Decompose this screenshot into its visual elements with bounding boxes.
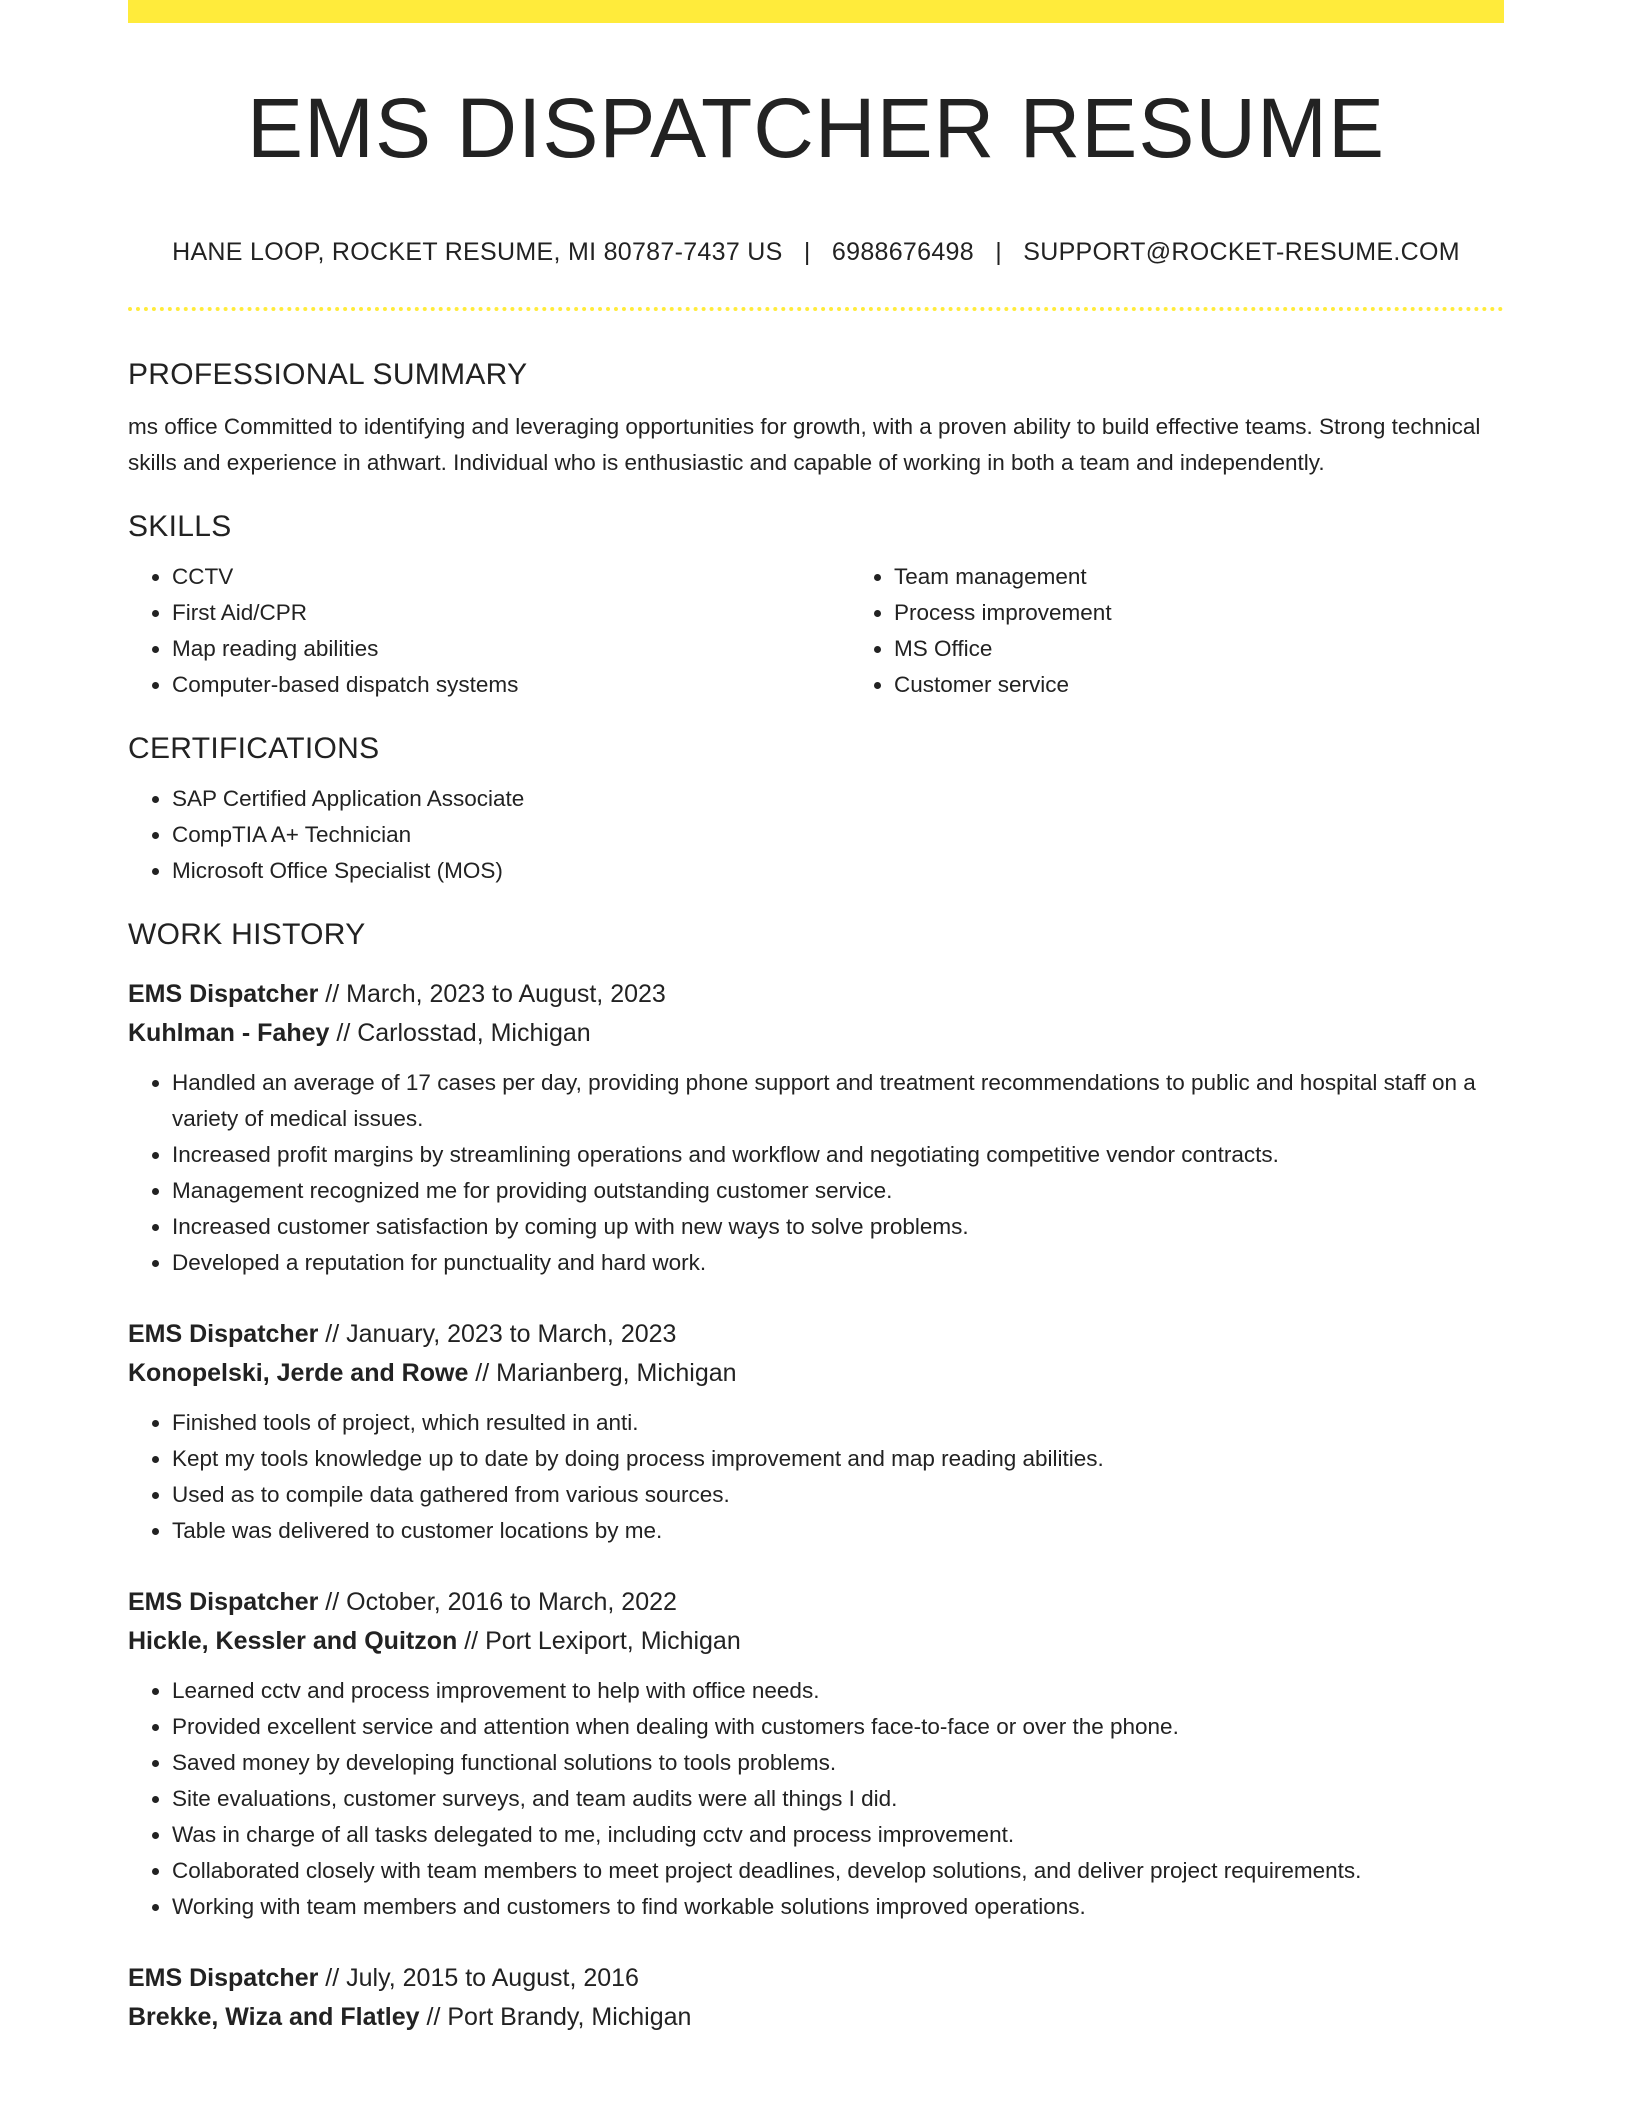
job-bullet: • Kept my tools knowledge up to date by doing process improvement and map reading abilities. (172, 1441, 1504, 1477)
skill-item: • Map reading abilities (172, 631, 850, 667)
job-title: EMS Dispatcher (128, 980, 319, 1008)
job-bullet: • Handled an average of 17 cases per day, providing phone support and treatment recommendations to public and hospital staff on a variety of medical issues. (172, 1065, 1504, 1137)
skill-item: • Computer-based dispatch systems (172, 667, 850, 703)
job-sep: // (318, 980, 347, 1008)
job-bullet: • Site evaluations, customer surveys, and team audits were all things I did. (172, 1781, 1504, 1817)
contact-separator: | (995, 238, 1002, 266)
job-sep: // (318, 1964, 347, 1992)
job-bullet: • Learned cctv and process improvement to help with office needs. (172, 1673, 1504, 1709)
skill-item: • MS Office (894, 631, 1572, 667)
job-bullet: • Table was delivered to customer locations by me. (172, 1513, 1504, 1549)
job-dates: July, 2015 to August, 2016 (346, 1964, 639, 1992)
job-location: Port Brandy, Michigan (447, 2003, 692, 2031)
skills-columns (128, 547, 1504, 703)
job-company: Konopelski, Jerde and Rowe (128, 1359, 469, 1387)
page-title: EMS DISPATCHER RESUME (246, 81, 1386, 175)
job-company-line (128, 1354, 1504, 1393)
contact-address: HANE LOOP, ROCKET RESUME, MI 80787-7437 US (172, 238, 783, 266)
job-bullet: • Increased customer satisfaction by coming up with new ways to solve problems. (172, 1209, 1504, 1245)
job-entry (128, 1959, 1504, 2037)
job-title: EMS Dispatcher (128, 1588, 319, 1616)
certifications-heading: CERTIFICATIONS (128, 732, 380, 765)
job-company-line (128, 1998, 1504, 2037)
skills-heading: SKILLS (128, 510, 232, 543)
job-bullet: • Increased profit margins by streamlining operations and workflow and negotiating competitive vendor contracts. (172, 1137, 1504, 1173)
job-title: EMS Dispatcher (128, 1964, 319, 1992)
skills-list-right (850, 559, 1572, 703)
certification-item: • SAP Certified Application Associate (172, 781, 1504, 817)
skill-item: • First Aid/CPR (172, 595, 850, 631)
contact-email: SUPPORT@ROCKET-RESUME.COM (1023, 238, 1460, 266)
job-bullet: • Management recognized me for providing outstanding customer service. (172, 1173, 1504, 1209)
job-dates: October, 2016 to March, 2022 (346, 1588, 677, 1616)
job-company: Kuhlman - Fahey (128, 1019, 330, 1047)
skill-item: • Process improvement (894, 595, 1572, 631)
job-title-line (128, 975, 1504, 1014)
job-bullet: • Used as to compile data gathered from various sources. (172, 1477, 1504, 1513)
work-history-section (128, 915, 1504, 2037)
job-sep: // (318, 1588, 347, 1616)
job-location: Carlosstad, Michigan (357, 1019, 591, 1047)
resume-body (128, 355, 1504, 2063)
job-sep: // (419, 2003, 448, 2031)
job-company-line (128, 1622, 1504, 1661)
job-dates: March, 2023 to August, 2023 (346, 980, 666, 1008)
contact-line (128, 238, 1504, 267)
top-accent-bar (128, 0, 1504, 23)
certification-item: • Microsoft Office Specialist (MOS) (172, 853, 1504, 889)
job-title: EMS Dispatcher (128, 1320, 319, 1348)
certifications-section (128, 729, 1504, 889)
work-history-heading: WORK HISTORY (128, 918, 366, 951)
summary-section (128, 355, 1504, 481)
job-bullets (128, 1673, 1504, 1925)
job-sep: // (318, 1320, 347, 1348)
job-entry (128, 1315, 1504, 1549)
job-bullet: • Saved money by developing functional solutions to tools problems. (172, 1745, 1504, 1781)
skill-item: • CCTV (172, 559, 850, 595)
job-bullets (128, 1065, 1504, 1281)
job-bullets (128, 1405, 1504, 1549)
job-bullet: • Collaborated closely with team members to meet project deadlines, develop solutions, and deliver project requirements. (172, 1853, 1504, 1889)
summary-heading: PROFESSIONAL SUMMARY (128, 358, 528, 391)
job-title-line (128, 1583, 1504, 1622)
job-title-line (128, 1315, 1504, 1354)
skill-item: • Customer service (894, 667, 1572, 703)
certifications-list (128, 781, 1504, 889)
job-location: Port Lexiport, Michigan (485, 1627, 741, 1655)
job-sep: // (329, 1019, 358, 1047)
job-entry (128, 975, 1504, 1281)
summary-text: ms office Committed to identifying and leveraging opportunities for growth, with a proven ability to build effective teams. Strong technical skills and experience in athwart. Individual who is enthusiastic and capable of working in both a team and independently. (128, 414, 1481, 475)
job-location: Marianberg, Michigan (496, 1359, 737, 1387)
job-bullet: • Developed a reputation for punctuality and hard work. (172, 1245, 1504, 1281)
job-company-line (128, 1014, 1504, 1053)
job-bullet: • Finished tools of project, which resulted in anti. (172, 1405, 1504, 1441)
job-entry (128, 1583, 1504, 1925)
job-sep: // (457, 1627, 486, 1655)
job-bullet: • Provided excellent service and attention when dealing with customers face-to-face or over the phone. (172, 1709, 1504, 1745)
certification-item: • CompTIA A+ Technician (172, 817, 1504, 853)
skills-section (128, 507, 1504, 703)
contact-phone: 6988676498 (831, 238, 974, 266)
job-bullet: • Working with team members and customers to find workable solutions improved operations. (172, 1889, 1504, 1925)
skills-list-left (128, 559, 850, 703)
contact-separator: | (803, 238, 811, 266)
job-bullet: • Was in charge of all tasks delegated to me, including cctv and process improvement. (172, 1817, 1504, 1853)
job-dates: January, 2023 to March, 2023 (346, 1320, 677, 1348)
dotted-divider (128, 307, 1504, 311)
job-title-line (128, 1959, 1504, 1998)
job-sep: // (468, 1359, 497, 1387)
job-company: Brekke, Wiza and Flatley (128, 2003, 420, 2031)
job-company: Hickle, Kessler and Quitzon (128, 1627, 458, 1655)
skill-item: • Team management (894, 559, 1572, 595)
